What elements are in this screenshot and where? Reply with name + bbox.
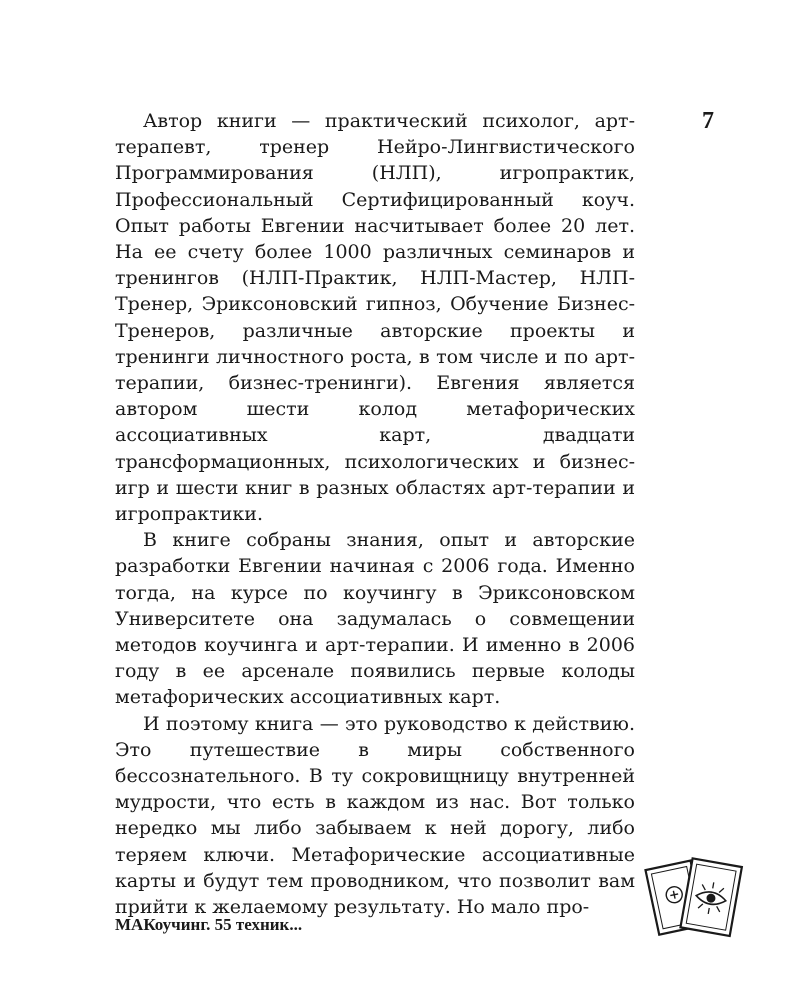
running-footer-title: МАКоучинг. 55 техник...	[115, 915, 303, 934]
page-number: 7	[702, 108, 714, 134]
paragraph-3: И поэтому книга — это руководство к действию. Это путешествие в миры собственного бессознательного. В ту сокровищницу внутренней мудрости, что есть в каждом из нас. Вот только нередко мы либо забываем к ней дорогу, либо теряем ключи. Метафорические ассоциативные карты и будут тем проводником, что позволит вам прийти к желаемому результату. Но мало про-	[115, 712, 635, 919]
body-text	[115, 108, 635, 920]
paragraph-2: В книге собраны знания, опыт и авторские разработки Евгении начиная с 2006 года. Именно тогда, на курсе по коучингу в Эриксоновском Университете она задумалась о совмещении методов коучинга и арт-терапии. И именно в 2006 году в ее арсенале появились первые колоды метафорических ассоциативных карт.	[115, 529, 635, 709]
tarot-cards-icon	[638, 848, 750, 944]
paragraph-1: Автор книги — практический психолог, арт-терапевт, тренер Нейро-Лингвистического Программирования (НЛП), игропрактик, Профессиональный Сертифицированный коуч. Опыт работы Евгении насчитывает более 20 лет. На ее счету более 1000 различных семинаров и тренингов (НЛП-Практик, НЛП-Мастер, НЛП-Тренер, Эриксоновский гипноз, Обучение Бизнес-Тренеров, различные авторские проекты и тренинги личностного роста, в том числе и по арт-терапии, бизнес-тренинги). Евгения является автором шести колод метафорических ассоциативных карт, двадцати трансформационных, психологических и бизнес-игр и шести книг в разных областях арт-терапии и игропрактики.	[115, 110, 635, 526]
